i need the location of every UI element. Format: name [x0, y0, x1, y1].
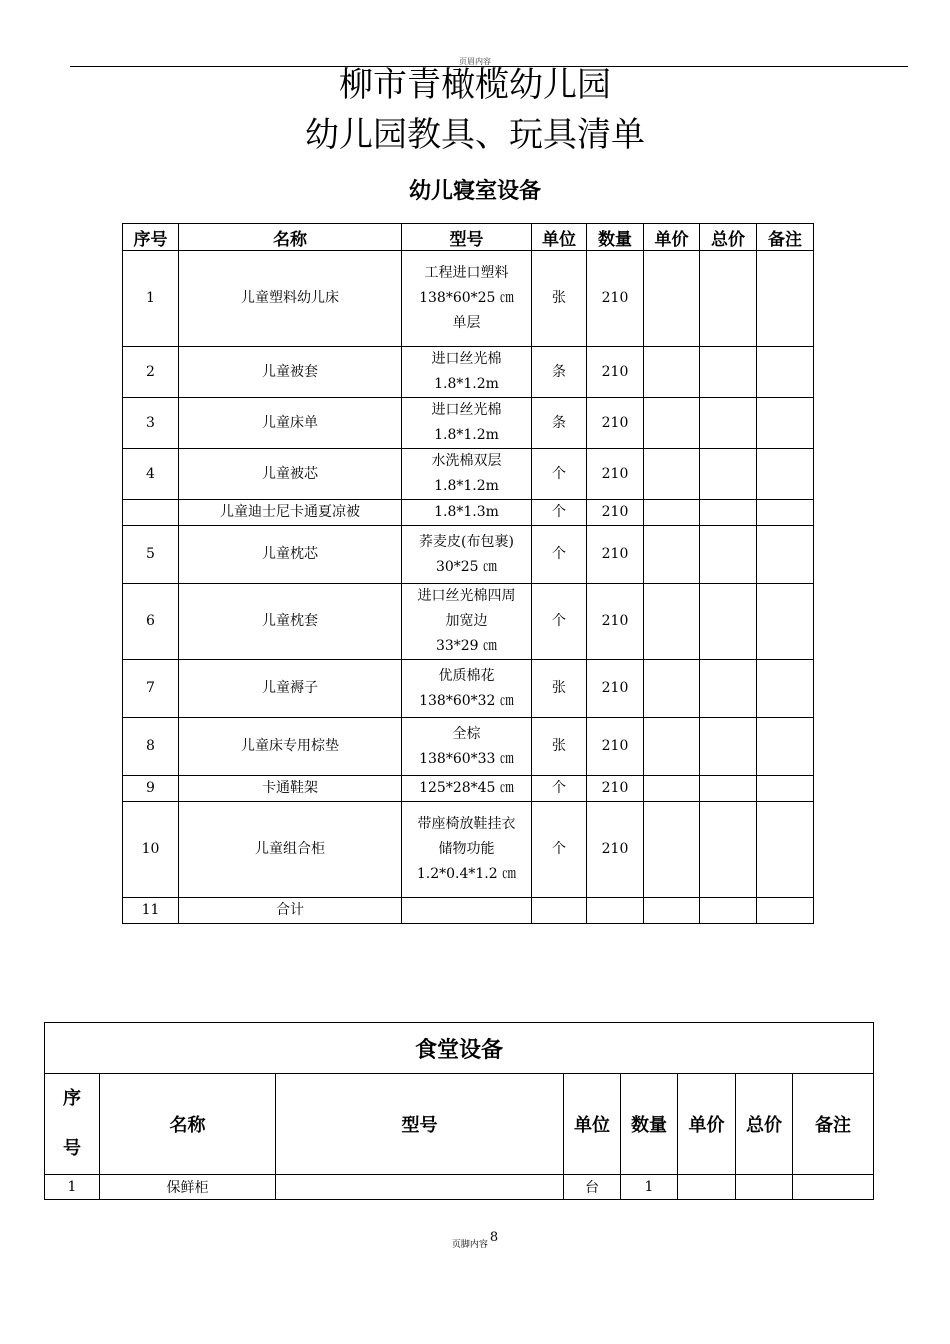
table-row [123, 449, 814, 500]
cell-no: 1 [45, 1175, 100, 1200]
cell-name: 儿童褥子 [179, 660, 402, 718]
page-footer [0, 1230, 950, 1251]
document-title: 幼儿园教具、玩具清单 [305, 115, 645, 155]
cell-unit: 张 [532, 251, 587, 347]
model-line: 138*60*32 ㎝ [419, 692, 514, 709]
cell-qty: 210 [587, 718, 644, 776]
bedroom-equipment-table [122, 223, 814, 924]
cell-note [757, 802, 814, 898]
model-line: 138*60*25 ㎝ [419, 290, 514, 306]
model-line: 水洗棉双层 [431, 453, 502, 469]
page-header-note: 页眉内容 [459, 57, 491, 66]
header-no: 序号 [123, 224, 179, 251]
header-note: 备注 [793, 1074, 874, 1175]
model-line: 进口丝光棉四周 [417, 588, 516, 604]
cell-unit: 张 [532, 660, 587, 718]
cell-unit: 条 [532, 347, 587, 398]
canteen-equipment-table [44, 1022, 874, 1200]
model-line: 1.8*1.2m [434, 478, 499, 494]
cell-qty [587, 898, 644, 924]
model-line: 1.8*1.2m [434, 376, 499, 392]
cell-model [402, 398, 532, 449]
cell-total [700, 776, 757, 802]
cell-no: 1 [123, 251, 179, 347]
cell-model [402, 500, 532, 526]
cell-no: 10 [123, 802, 179, 898]
cell-total [700, 718, 757, 776]
cell-name: 合计 [179, 898, 402, 924]
header-no-part2: 号 [63, 1138, 81, 1159]
cell-price [644, 802, 700, 898]
cell-name: 儿童迪士尼卡通夏凉被 [179, 500, 402, 526]
cell-name: 儿童被芯 [179, 449, 402, 500]
cell-total [700, 500, 757, 526]
cell-name: 卡通鞋架 [179, 776, 402, 802]
model-line: 荞麦皮(布包裹) [419, 533, 514, 550]
cell-note [757, 718, 814, 776]
cell-total [700, 898, 757, 924]
cell-model [402, 660, 532, 718]
header-no-part1: 序 [63, 1088, 81, 1109]
header-total: 总价 [736, 1074, 793, 1175]
cell-note [757, 500, 814, 526]
school-title: 柳市青橄榄幼儿园 [339, 65, 611, 105]
cell-price [644, 660, 700, 718]
section-title-bedroom: 幼儿寝室设备 [408, 179, 541, 204]
header-name: 名称 [100, 1074, 276, 1175]
cell-name: 儿童组合柜 [179, 802, 402, 898]
model-line: 全棕 [452, 725, 481, 742]
cell-note [757, 449, 814, 500]
table-row [123, 526, 814, 584]
cell-qty: 210 [587, 449, 644, 500]
cell-qty: 210 [587, 347, 644, 398]
table-row [123, 347, 814, 398]
cell-total [700, 526, 757, 584]
cell-price [644, 526, 700, 584]
cell-qty: 210 [587, 584, 644, 660]
cell-note [757, 526, 814, 584]
cell-qty: 210 [587, 398, 644, 449]
cell-no: 6 [123, 584, 179, 660]
header-no [45, 1074, 100, 1175]
cell-total [736, 1175, 793, 1200]
cell-price [644, 776, 700, 802]
model-line: 30*25 ㎝ [435, 558, 498, 575]
table-row [123, 660, 814, 718]
cell-unit: 个 [532, 526, 587, 584]
cell-price [678, 1175, 736, 1200]
cell-total [700, 584, 757, 660]
model-line: 1.8*1.3m [434, 504, 499, 520]
model-line: 进口丝光棉 [431, 402, 502, 418]
header-price: 单价 [678, 1074, 736, 1175]
header-name: 名称 [179, 224, 402, 251]
cell-name: 儿童被套 [179, 347, 402, 398]
cell-total [700, 660, 757, 718]
cell-model [402, 776, 532, 802]
cell-qty: 210 [587, 660, 644, 718]
table-row [45, 1175, 874, 1200]
header-total: 总价 [700, 224, 757, 251]
model-line: 加宽边 [445, 613, 488, 629]
cell-price [644, 584, 700, 660]
cell-price [644, 449, 700, 500]
header-model: 型号 [276, 1074, 564, 1175]
header-qty: 数量 [587, 224, 644, 251]
cell-model [402, 526, 532, 584]
cell-total [700, 802, 757, 898]
footer-note: 页脚内容 [451, 1240, 488, 1250]
cell-price [644, 500, 700, 526]
cell-model [402, 718, 532, 776]
cell-qty: 210 [587, 500, 644, 526]
cell-total [700, 449, 757, 500]
header-qty: 数量 [621, 1074, 678, 1175]
cell-unit: 台 [564, 1175, 621, 1200]
cell-qty: 210 [587, 526, 644, 584]
cell-note [793, 1175, 874, 1200]
cell-no: 7 [123, 660, 179, 718]
cell-note [757, 347, 814, 398]
cell-price [644, 398, 700, 449]
model-line: 储物功能 [438, 841, 495, 857]
cell-name: 保鲜柜 [100, 1175, 276, 1200]
table-row [123, 802, 814, 898]
header-unit: 单位 [564, 1074, 621, 1175]
model-line: 125*28*45 ㎝ [419, 780, 514, 796]
cell-name: 儿童床专用棕垫 [179, 718, 402, 776]
model-line: 进口丝光棉 [431, 351, 502, 367]
cell-price [644, 898, 700, 924]
cell-note [757, 898, 814, 924]
cell-unit: 条 [532, 398, 587, 449]
cell-no: 8 [123, 718, 179, 776]
model-line: 33*29 ㎝ [435, 638, 498, 654]
cell-unit: 张 [532, 718, 587, 776]
table-row [123, 898, 814, 924]
model-line: 优质棉花 [438, 667, 495, 684]
model-line: 138*60*33 ㎝ [419, 750, 514, 767]
cell-model [402, 251, 532, 347]
cell-qty: 210 [587, 251, 644, 347]
cell-unit: 个 [532, 584, 587, 660]
cell-no: 11 [123, 898, 179, 924]
canteen-header-row [45, 1074, 874, 1175]
bedroom-header-row [123, 224, 814, 251]
header-note: 备注 [757, 224, 814, 251]
cell-unit [532, 898, 587, 924]
cell-qty: 210 [587, 776, 644, 802]
cell-note [757, 584, 814, 660]
cell-model [402, 347, 532, 398]
cell-total [700, 347, 757, 398]
cell-price [644, 347, 700, 398]
cell-name: 儿童枕芯 [179, 526, 402, 584]
model-line: 1.2*0.4*1.2 ㎝ [416, 866, 517, 882]
model-line: 带座椅放鞋挂衣 [417, 816, 516, 832]
cell-model [402, 584, 532, 660]
cell-model [402, 898, 532, 924]
cell-note [757, 660, 814, 718]
header-model: 型号 [402, 224, 532, 251]
cell-no: 5 [123, 526, 179, 584]
cell-model [402, 802, 532, 898]
cell-model [402, 449, 532, 500]
cell-name: 儿童塑料幼儿床 [179, 251, 402, 347]
cell-price [644, 251, 700, 347]
cell-note [757, 251, 814, 347]
table-row [123, 398, 814, 449]
model-line: 单层 [452, 315, 481, 331]
cell-no: 3 [123, 398, 179, 449]
cell-total [700, 251, 757, 347]
cell-no: 2 [123, 347, 179, 398]
header-unit: 单位 [532, 224, 587, 251]
cell-note [757, 776, 814, 802]
cell-total [700, 398, 757, 449]
canteen-section-title: 食堂设备 [45, 1023, 874, 1074]
header-price: 单价 [644, 224, 700, 251]
cell-qty: 210 [587, 802, 644, 898]
cell-unit: 个 [532, 776, 587, 802]
table-row [123, 718, 814, 776]
table-row [123, 776, 814, 802]
table-row [123, 500, 814, 526]
cell-no: 4 [123, 449, 179, 500]
cell-unit: 个 [532, 449, 587, 500]
model-line: 工程进口塑料 [424, 265, 509, 281]
page-number: 8 [489, 1230, 499, 1245]
model-line: 1.8*1.2m [434, 427, 499, 443]
cell-unit: 个 [532, 802, 587, 898]
cell-no: 9 [123, 776, 179, 802]
cell-model [276, 1175, 564, 1200]
table-row [123, 251, 814, 347]
cell-qty: 1 [621, 1175, 678, 1200]
cell-price [644, 718, 700, 776]
table-row [123, 584, 814, 660]
cell-name: 儿童床单 [179, 398, 402, 449]
cell-unit: 个 [532, 500, 587, 526]
cell-name: 儿童枕套 [179, 584, 402, 660]
cell-no [123, 500, 179, 526]
cell-note [757, 398, 814, 449]
